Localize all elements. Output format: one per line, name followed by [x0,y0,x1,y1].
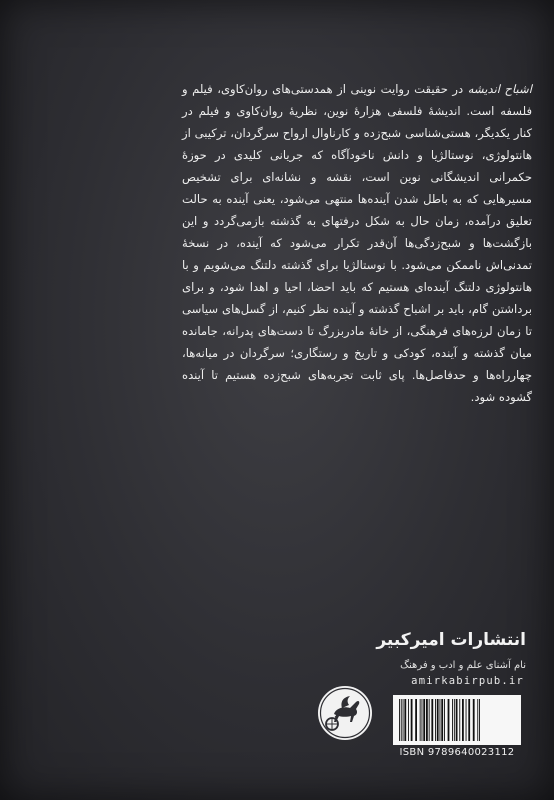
barcode-bar [477,699,478,741]
blurb-text: در حقیقت روایت نوینی از همدستی‌های روان‌کاوی، فیلم و فلسفه است. اندیشهٔ فلسفی هزارهٔ نوین، نظریهٔ روان‌کاوی و فیلم در کنار یکدیگر، هستی‌شناسی شبح‌زده و کارناوال ارواح سرگردان، ترکیبی از هانتولوژی، نوستالژیا و دانش ناخودآگاه که جریانی کلیدی در حوزهٔ حکمرانی اندیشگانی نوین است، نقشه و نشانه‌ای برای تشخیص مسیرهایی که به باطل شدن آینده‌ها منتهی می‌شود، یعنی آینده به حالت تعلیق درآمده، زمان حال به شکل درفتهای به گذشته بازمی‌گردد و این بازگشت‌ها و شبح‌زدگی‌ها آن‌قدر تکرار می‌شود که آینده، در نسخهٔ تمدنی‌اش ناممکن می‌شود. با نوستالژیا برای گذشته دلتنگ می‌شویم و با هانتولوژی دلتنگ آینده‌ای هستیم که باید احضا، احیا و اهدا شود، و برای برداشتن گام، باید بر اشباح گذشته و آینده نظر کنیم، از گسل‌های سیاسی تا زمان لرزه‌های فرهنگی، از خانهٔ مادربزرگ تا دست‌های پدرانه، جامانده میان گذشته و آینده، کودکی و تاریخ و رستگاری؛ سرگردان در میانه‌ها، چهارراه‌ها و حدفاصل‌ها. پای ثابت تجربه‌های شبح‌زده هستیم تا آینده گشوده شود. [182,82,532,404]
publisher-website: amirkabirpub.ir [411,675,524,687]
barcode-bar [415,699,417,741]
publisher-tagline: نام آشنای علم و ادب و فرهنگ [400,660,526,671]
barcode-bar [408,699,409,741]
barcode-bar [426,699,428,741]
barcode-bar [437,699,439,741]
barcode-bar [422,699,423,741]
publisher-name: انتشارات امیرکبیر [376,630,526,650]
barcode-bar [441,699,443,741]
barcode-bar [473,699,475,741]
barcode-bar [468,699,470,741]
isbn-label: ISBN 9789640023112 [399,747,515,758]
barcode-bar [454,699,455,741]
barcode-bar [462,699,464,741]
barcode-bar [466,699,467,741]
barcode-bar [452,699,453,741]
isbn-barcode-icon [393,695,521,745]
barcode-bar [420,699,421,741]
barcode-bar [404,699,406,741]
barcode-bar [459,699,460,741]
barcode-bar [403,699,404,741]
barcode-bar [399,699,400,741]
blurb-title-phrase: اشباح اندیشه [467,82,532,96]
barcode-bar [456,699,458,741]
barcode-bar [431,699,433,741]
barcode-bar [440,699,441,741]
barcode-bar [435,699,436,741]
barcode-bar [401,699,402,741]
barcode-bar [444,699,445,741]
barcode-bar [448,699,450,741]
winged-horse-chariot-logo-icon [316,684,374,742]
barcode-bar [411,699,413,741]
blurb-paragraph [182,78,532,408]
barcode-bar [429,699,430,741]
barcode-bar [479,699,480,741]
barcode-bar [423,699,425,741]
